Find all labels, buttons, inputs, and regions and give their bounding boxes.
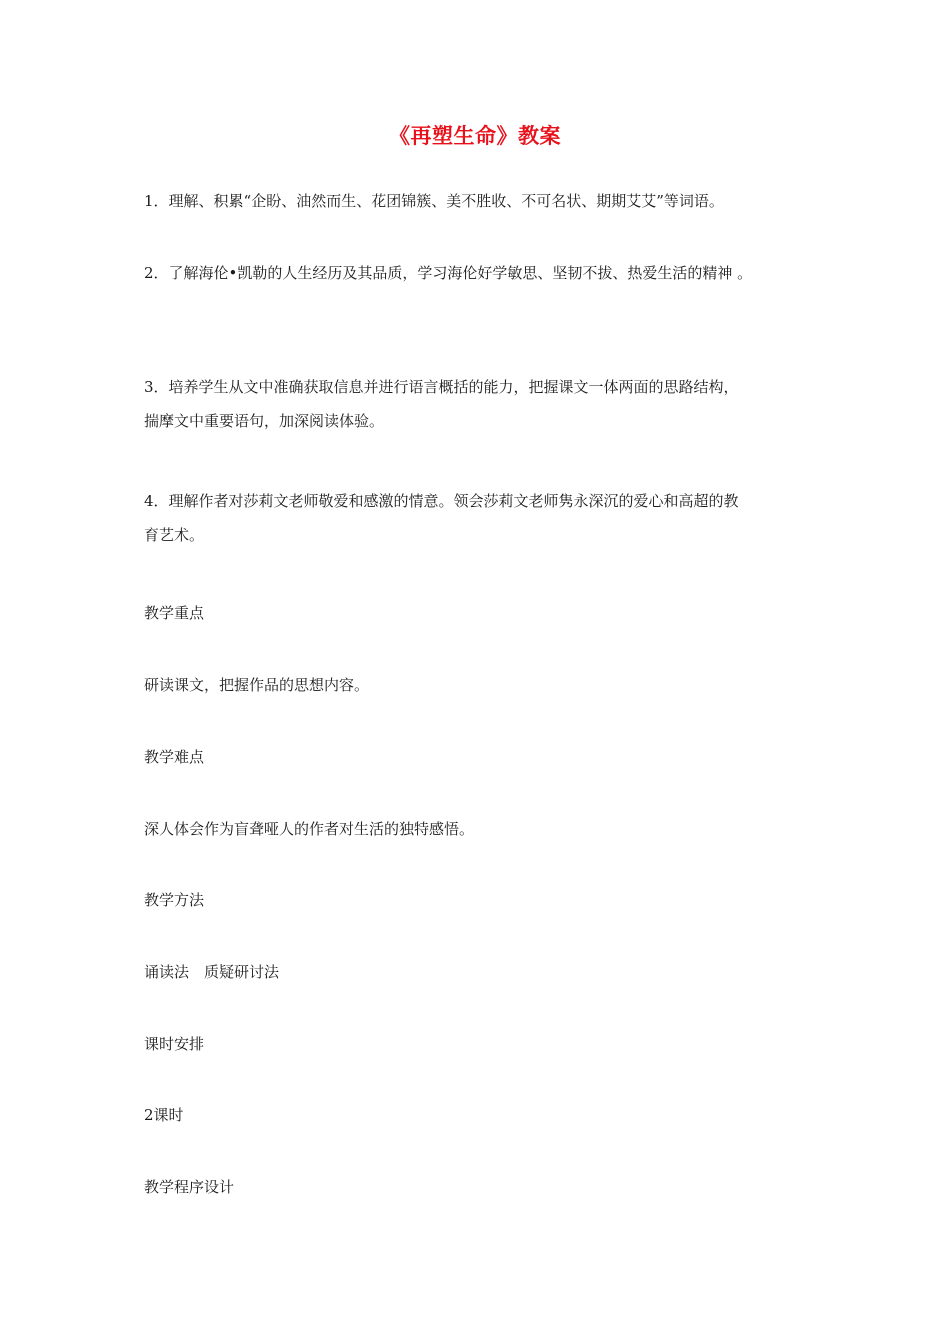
key-points-heading: 教学重点 — [144, 604, 205, 622]
objective-1-line-1: 1．理解、积累“企盼、油然而生、花团锦簇、美不胜收、不可名状、期期艾艾”等词语。 — [144, 192, 724, 210]
objective-3 — [144, 370, 814, 438]
key-points-text: 研读课文，把握作品的思想内容。 — [144, 676, 370, 694]
objective-4 — [144, 484, 814, 552]
difficulties-heading: 教学难点 — [144, 748, 205, 766]
schedule-text: 2课时 — [144, 1106, 184, 1124]
objective-1 — [144, 184, 814, 218]
schedule-heading: 课时安排 — [144, 1035, 205, 1053]
methods-heading: 教学方法 — [144, 891, 205, 909]
objective-4-line-2: 育艺术。 — [144, 526, 205, 544]
document-title: 《再塑生命》教案 — [389, 124, 561, 148]
objective-3-line-2: 揣摩文中重要语句，加深阅读体验。 — [144, 412, 385, 430]
methods-text: 诵读法 质疑研讨法 — [144, 963, 280, 981]
objective-4-line-1: 4．理解作者对莎莉文老师敬爱和感激的情意。领会莎莉文老师隽永深沉的爱心和高超的教 — [144, 492, 739, 510]
difficulties-text: 深人体会作为盲聋哑人的作者对生活的独特感悟。 — [144, 820, 475, 838]
procedure-heading: 教学程序设计 — [144, 1178, 235, 1196]
objective-3-line-1: 3．培养学生从文中准确获取信息并进行语言概括的能力，把握课文一体两面的思路结构， — [144, 378, 739, 396]
objective-2-line-1: 2．了解海伦•凯勒的人生经历及其品质，学习海伦好学敏思、坚韧不拔、热爱生活的精神 。 — [144, 264, 753, 282]
objective-2 — [144, 256, 814, 290]
